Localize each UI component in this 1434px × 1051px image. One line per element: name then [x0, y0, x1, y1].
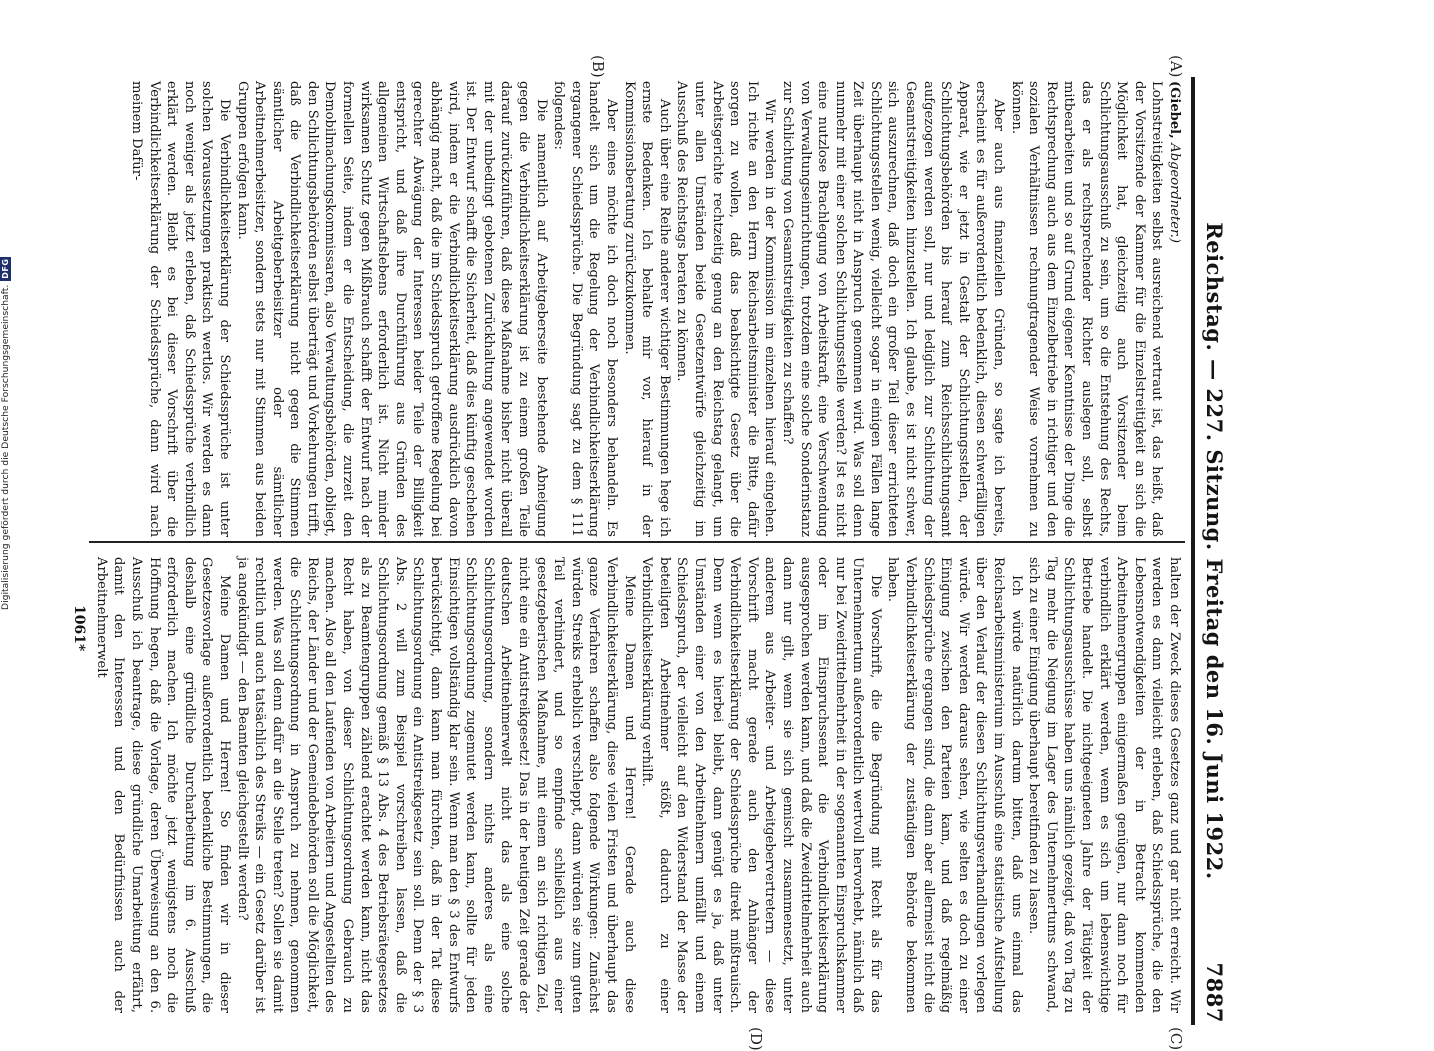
- right-column: [93, 557, 1183, 1013]
- dfg-logo: DFG: [0, 258, 10, 279]
- margin-mark-c: (C): [1167, 1027, 1185, 1051]
- paragraph: Auch über eine Reihe anderer wichtiger Bestimmungen hege ich ernste Bedenken. Ich behalte mir vor, hierauf in der Kommissionsberatung zurückzukommen.: [621, 81, 672, 537]
- left-column: [103, 81, 1183, 537]
- digitization-credit: [0, 230, 15, 610]
- margin-mark-b: (B): [589, 55, 607, 78]
- paragraph: Lohnstreitigkeiten selbst ausreichend vertraut ist, das heißt, daß der Vorsitzende der Kammer für die Einzelstreitigkeit an sich die Möglichkeit hat, gleichzeitig auch Vorsitzender beim Schlichtungsausschuß zu sein, um so die Entstehung des Rechts, das er als rechtsprechender Richter auslegen soll, selbst mitbearbeiten und so auf Grund eigener Kenntnisse der Dinge die Rechtsprechung auch aus dem Einzelbetriebe in richtiger und den sozialen Verhältnissen rechnungtragender Weise vornehmen zu können.: [1008, 81, 1165, 537]
- print-signature: 1061*: [71, 605, 87, 652]
- speaker-line: [1165, 81, 1183, 537]
- quoted-paragraph: Die namentlich auf Arbeitgeberseite bestehende Abneigung gegen die Verbindlichkeitserklärung ist zu einem großen Teile darauf zurückzuführen, daß diese Maßnahme bisher nicht überall mit der unbedingt gebotenen Zurückhaltung angewendet worden ist. Der Entwurf schafft die Sicherheit, daß dies künftig geschehen wird, indem er die Verbindlichkeitserklärung ausdrücklich davon abhängig macht, daß die im Schiedsspruch getroffene Regelung bei gerechter Abwägung der Interessen beider Teile der Billigkeit entspricht, und daß ihre Durchführung aus Gründen des allgemeinen Wirtschaftslebens erforderlich ist. Nicht minder wirksamen Schutz gegen Mißbrauch schafft der Entwurf nach der formellen Seite, indem er die Entscheidung, die zurzeit den Demobilmachungskommissaren, also Verwaltungsbehörden, obliegt, den Schlichtungsbehörden selbst überträgt und Vorkehrungen trifft, daß die Verbindlichkeitserklärung nicht gegen die Stimmen sämtlicher Arbeitgeberbeisitzer oder sämtlicher Arbeitnehmerbeisitzer, sondern stets nur mit Stimmen aus beiden Gruppen erfolgen kann.: [234, 81, 549, 537]
- paragraph: Aber eines möchte ich doch noch besonders behandeln. Es handelt sich um die Regelung der Verbindlichkeitserklärung ergangener Schiedssprüche. Die Begründung sagt zu dem § 111 folgendes:: [551, 81, 619, 537]
- paragraph: Die Verbindlichkeitserklärung der Schiedssprüche ist unter solchen Voraussetzungen praktisch wertlos. Wir werden es dann noch weniger als jetzt erleben, daß Schiedssprüche verbindlich erklärt werden. Bleibt es bei dieser Vorschrift über die Verbindlichkeitserklärung der Schiedssprüche, dann wird nach meinem Dafür-: [128, 81, 232, 537]
- credit-text: Digitalisierung gefördert durch die Deutsche Forschungsgemeinschaft.: [0, 284, 11, 610]
- column-divider: [89, 541, 1185, 543]
- paragraph: Ich würde natürlich darum bitten, daß uns einmal das Reichsarbeitsministerium im Ausschuß eine statistische Aufstellung über den Verlauf der diesen Schlichtungsverhandlungen vorlegen würde. Wir werden daraus sehen, wie selten es doch zu einer Einigung zwischen den Parteien kam, und daß regelmäßig Schiedssprüche ergangen sind, die dann aber allermeist nicht die Verbindlichkeitserklärung der zuständigen Behörde bekommen haben.: [885, 557, 1024, 1013]
- paragraph: Meine Damen und Herren! So finden wir in dieser Gesetzesvorlage außerordentlich bedenkliche Bestimmungen, die deshalb eine gründliche Durcharbeitung im 6. Ausschuß erforderlich machen. Ich möchte jetzt wenigstens noch die Hoffnung hegen, daß die Vorlage, deren Überweisung an den 6. Ausschuß ich beantrage, diese gründliche Umarbeitung erfährt, damit den Interessen und den Bedürfnissen auch der Arbeitnehmerwelt: [93, 557, 232, 1013]
- paragraph: Aber auch aus finanziellen Gründen, so sagte ich bereits, erscheint es für außerordentlich bedenklich, diesen schwerfälligen Apparat, wie er jetzt in Gestalt der Schlichtungsstellen, der Schlichtungsbehörden bis herauf zum Reichsschlichtungsamt aufgezogen werden soll, nur und lediglich zur Schlichtung der Gesamtstreitigkeiten hinzustellen. Ich glaube, es ist nicht schwer, sich auszurechnen, daß doch ein großer Teil dieser errichteten Schlichtungsstellen wenig, vielleicht sogar in einigen Fällen lange Zeit überhaupt nicht in Anspruch genommen wird. Was soll denn nunmehr mit einer solchen Schlichtungsstelle werden? Ist es nicht eine nutzlose Brachlegung von Arbeitskraft, eine Verschwendung von Verwaltungseinrichtungen, trotzdem eine solche Sonderinstanz zur Schlichtung von Gesamtstreitigkeiten zu schaffen?: [779, 81, 1007, 537]
- margin-mark-a: (A): [1167, 55, 1185, 78]
- page-number: 7887: [1202, 962, 1227, 1023]
- page-title: Reichstag. — 227. Sitzung. Freitag den 16. Juni 1922.: [1202, 222, 1227, 880]
- paragraph: Wir werden in der Kommission im einzelnen hierauf eingehen. Ich richte an den Herrn Reichsarbeitsminister die Bitte, dafür sorgen zu wollen, daß das beabsichtigte Gesetz über die Arbeitsgerichte rechtzeitig genug an den Reichstag gelangt, um unter allen Umständen beide Gesetzentwürfe gleichzeitig im Ausschuß des Reichstags beraten zu können.: [674, 81, 778, 537]
- speaker-name: (Giebel,: [1167, 81, 1182, 139]
- margin-mark-d: (D): [747, 1027, 765, 1051]
- speaker-role: Abgeordneter.): [1167, 143, 1182, 244]
- paragraph: Meine Damen und Herren! Gerade auch diese Verbindlichkeitserklärung, diese vielen Fristen und überhaupt das ganze Verfahren schaffen also folgende Wirkungen: Zunächst würden Streiks erheblich verschleppt, dann würden sie zum guten Teil verhindert, und so empfinde schließlich aus einer gesetzgeberischen Maßnahme, mit einem an sich richtigen Ziel, nicht eine ein Antistreikgesetz! Das in der heutigen Zeit gerade der deutschen Arbeitnehmerwelt nicht das als eine solche Schlichtungsordnung, sondern nichts anderes als eine Schlichtungsordnung zugemutet werden kann, sollte für jeden Einsichtigen vollständig klar sein. Wenn man den § 3 des Entwurfs berücksichtigt, dann kann man fürchten, daß in der Tat diese Schlichtungsordnung ein Antistreikgesetz sein soll. Denn der § 3 Abs. 2 will zum Beispiel vorschreiben lassen, daß die Schlichtungsordnung gemäß § 13 Abs. 4 des Betriebsrätegesetzes als zu Beamtengruppen zählend erachtet werden kann, nicht das Recht haben, von dieser Schlichtungsordnung Gebrauch zu machen. Also all den Laufenden von Arbeitern und Angestellten des Reichs, der Länder und der Gemeindebehörden soll die Möglichkeit, die Schlichtungsordnung in Anspruch zu nehmen, genommen werden. Was soll denn dafür an die Stelle treten? Sollen sie damit rechtlich und auch tatsächlich des Streiks — ein Gesetz darüber ist ja angekündigt — den Beamten gleichgestellt werden?: [234, 557, 637, 1013]
- header-rule: [1191, 77, 1195, 1025]
- paragraph: Die Vorschrift, die die Begründung mit Recht als für das Unternehmertum außerordentlich wertvoll hervorhebt, nämlich daß nur bei Zweidrittelmehrheit in der sogenannten Einspruchskammer oder im Einspruchssenat die Verbindlichkeitserklärung ausgesprochen werden kann, und daß die Zweidrittelmehrheit auch dann nur gilt, wenn sie sich gemischt zusammensetzt, unter anderem aus Arbeiter- und Arbeitgebervertretern — diese Vorschrift macht gerade auch den Anhänger der Verbindlichkeitserklärung der Schiedssprüche direkt mißtrauisch. Denn wenn es hierbei bleibt, dann genügt es ja, daß unter Umständen einer von den Arbeitnehmern umfällt und einem Schiedsspruch, der vielleicht auf den Widerstand der Masse der beteiligten Arbeitnehmer stößt, dadurch zu einer Verbindlichkeitserklärung verhilft.: [639, 557, 883, 1013]
- page-header: [1197, 79, 1229, 1023]
- paragraph: halten der Zweck dieses Gesetzes ganz und gar nicht erreicht. Wir werden es dann vielleicht erleben, daß Schiedssprüche, die den Lebensnotwendigkeiten der in Betracht kommenden Arbeitnehmergruppen einigermaßen genügen, nur dann noch für verbindlich erklärt werden, wenn es sich um lebenswichtige Betriebe handelt. Die nichtgeeigneten Jahre der Tätigkeit der Schlichtungsausschüsse haben uns nämlich gezeigt, daß von Tag zu Tag mehr die Neigung im Lager des Unternehmertums schwand, sich zu einer Einigung überhaupt bereitfinden zu lassen.: [1026, 557, 1182, 1013]
- rotated-page: [0, 45, 1235, 1051]
